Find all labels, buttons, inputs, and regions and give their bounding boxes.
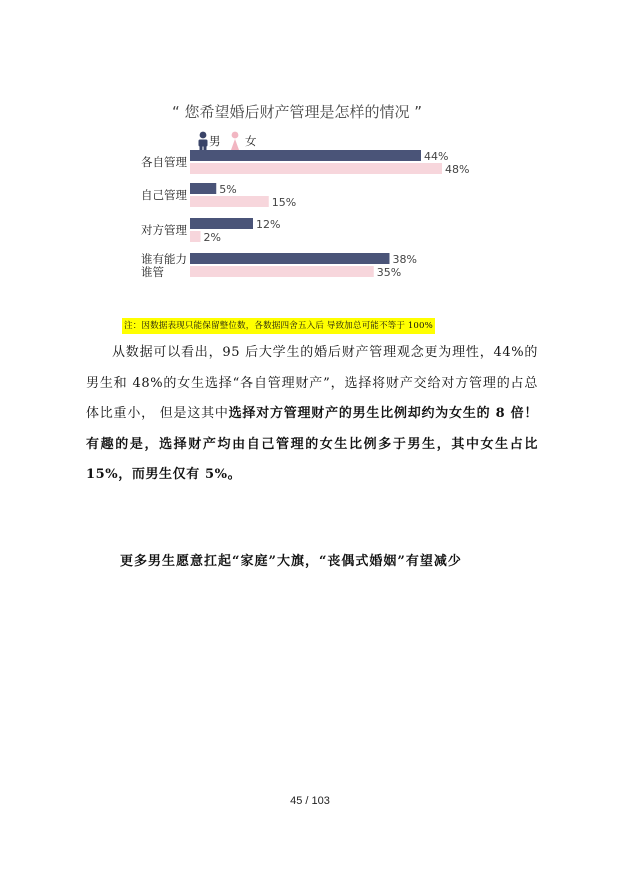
value-label-male-3: 12%: [256, 218, 281, 231]
bar-female-4: [190, 266, 374, 277]
data-note: 注：因数据表现只能保留整位数，各数据四舍五入后 导致加总可能不等于 100%: [122, 318, 435, 334]
value-label-male-2: 5%: [219, 183, 237, 196]
value-label-male-4: 38%: [392, 253, 417, 266]
chart-title: “ 您希望婚后财产管理是怎样的情况 ”: [172, 103, 423, 121]
bar-male-3: [190, 218, 253, 229]
category-label-4-line-1: 谁有能力: [141, 252, 187, 266]
section-heading: 更多男生愿意扛起“家庭”大旗，“丧偶式婚姻”有望减少: [120, 554, 462, 569]
paragraph-bold-text: 选择对方管理财产的男生比例却约为女生的 8 倍！有趣的是，选择财产均由自己管理的女生比例多于男生，其中女生占比 15%，而男生仅有 5%。: [86, 406, 538, 482]
body-paragraph: [86, 338, 538, 491]
bars-layer: [141, 150, 469, 279]
category-label-1: 各自管理: [141, 155, 187, 169]
legend-label-male: 男: [209, 134, 221, 148]
page-total: 103: [311, 795, 330, 807]
value-label-female-2: 15%: [271, 196, 297, 209]
bar-male-1: [190, 150, 421, 161]
paragraph-normal-text: 从数据可以看出，95 后大学生的婚后财产管理观念更为理性，44%的男生和 48%的女生选择“各自管理财产”，选择将财产交给对方管理的占总体比重小， 但是这其中: [86, 345, 538, 421]
page-number: [0, 795, 620, 807]
bar-female-2: [190, 196, 269, 207]
value-label-male-1: 44%: [424, 150, 449, 163]
category-label-3: 对方管理: [141, 223, 187, 237]
value-label-female-4: 35%: [376, 266, 402, 279]
value-label-female-1: 48%: [445, 163, 470, 176]
bar-chart: [0, 0, 620, 310]
bar-male-2: [190, 183, 216, 194]
bar-female-1: [190, 163, 442, 174]
bar-female-3: [190, 231, 201, 242]
female-person-icon: [231, 132, 239, 150]
page-current: 45: [290, 795, 303, 807]
page-separator: /: [305, 795, 309, 807]
category-label-4-line-2: 谁管: [141, 265, 164, 279]
value-label-female-3: 2%: [203, 231, 221, 244]
male-person-icon: [199, 132, 208, 150]
chart-legend: [199, 132, 258, 150]
category-label-2: 自己管理: [141, 188, 187, 202]
legend-label-female: 女: [245, 134, 257, 148]
bar-male-4: [190, 253, 390, 264]
